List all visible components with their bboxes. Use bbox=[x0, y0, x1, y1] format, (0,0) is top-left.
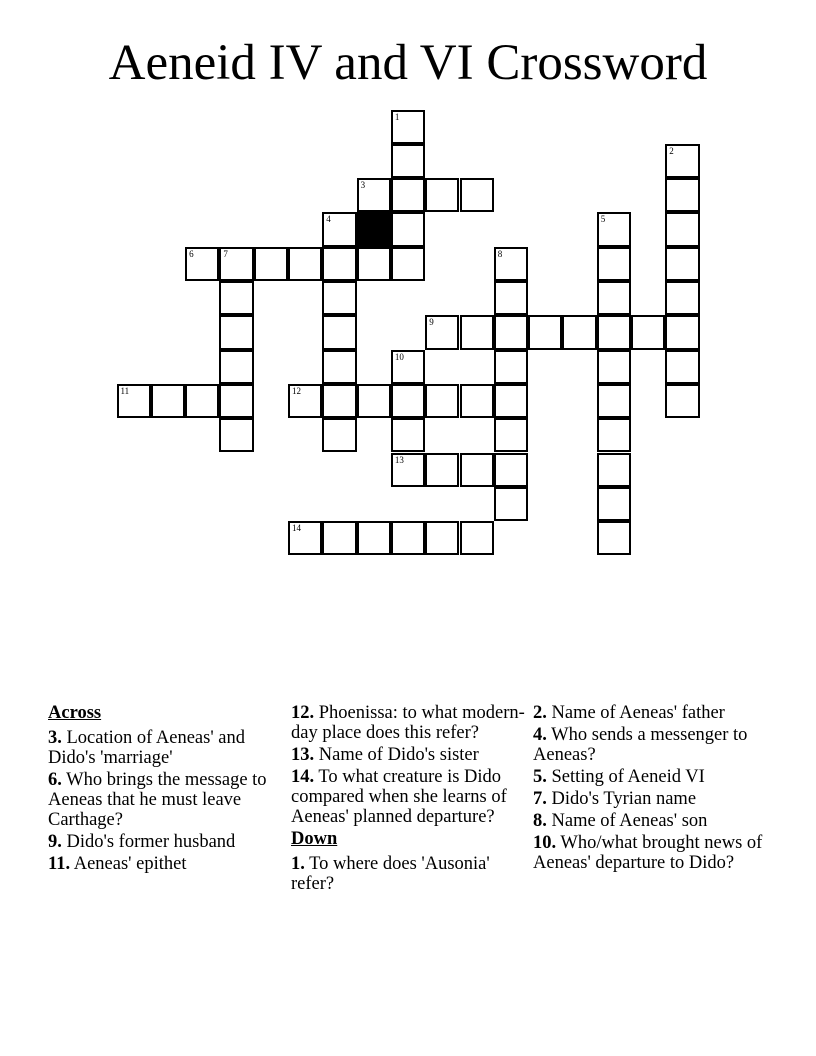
crossword-cell[interactable] bbox=[494, 281, 528, 315]
crossword-cell[interactable] bbox=[425, 453, 459, 487]
crossword-cell[interactable] bbox=[665, 144, 699, 178]
crossword-cell[interactable] bbox=[597, 315, 631, 349]
puzzle-title: Aeneid IV and VI Crossword bbox=[108, 35, 708, 91]
crossword-cell[interactable] bbox=[391, 350, 425, 384]
crossword-cell[interactable] bbox=[460, 453, 494, 487]
clue-number: 4 bbox=[326, 214, 331, 225]
clue-number: 13 bbox=[394, 454, 404, 465]
clue-item-number: 9. bbox=[48, 832, 62, 852]
clue-item-text: Dido's Tyrian name bbox=[546, 789, 697, 809]
crossword-cell[interactable] bbox=[151, 384, 185, 418]
clue-item-text: Who sends a messenger to Aeneas? bbox=[533, 725, 748, 765]
crossword-cell[interactable] bbox=[597, 487, 631, 521]
clue-item bbox=[48, 832, 276, 852]
clue-item-text: Who brings the message to Aeneas that he must leave Carthage? bbox=[48, 770, 267, 830]
clue-item-text: Location of Aeneas' and Dido's 'marriage' bbox=[48, 728, 246, 768]
crossword-cell[interactable] bbox=[357, 384, 391, 418]
crossword-cell[interactable] bbox=[185, 384, 219, 418]
clue-item-number: 10. bbox=[533, 833, 557, 853]
crossword-cell[interactable] bbox=[357, 521, 391, 555]
clue-item bbox=[291, 854, 525, 894]
clue-number: 3 bbox=[360, 180, 366, 191]
crossword-cell[interactable] bbox=[391, 521, 425, 555]
clue-number: 12 bbox=[292, 385, 301, 396]
crossword-cell[interactable] bbox=[391, 247, 425, 281]
crossword-cell[interactable] bbox=[597, 521, 631, 555]
crossword-cell[interactable] bbox=[597, 418, 631, 452]
clue-item-number: 4. bbox=[533, 725, 547, 745]
clue-number: 7 bbox=[223, 248, 228, 259]
crossword-cell[interactable] bbox=[219, 247, 253, 281]
crossword-cell[interactable] bbox=[322, 281, 356, 315]
crossword-cell[interactable] bbox=[425, 315, 459, 349]
crossword-cell[interactable] bbox=[597, 212, 631, 246]
clue-item-text: Name of Aeneas' father bbox=[546, 703, 725, 723]
crossword-cell[interactable] bbox=[494, 384, 528, 418]
clue-item-number: 6. bbox=[48, 770, 62, 790]
clue-item bbox=[533, 703, 773, 723]
clue-item bbox=[48, 770, 276, 830]
crossword-cell[interactable] bbox=[494, 418, 528, 452]
clue-item-text: Name of Aeneas' son bbox=[546, 811, 708, 831]
clue-item-text: Aeneas' epithet bbox=[70, 854, 187, 874]
crossword-cell[interactable] bbox=[219, 315, 253, 349]
crossword-cell[interactable] bbox=[665, 281, 699, 315]
crossword-cell[interactable] bbox=[254, 247, 288, 281]
crossword-cell[interactable] bbox=[460, 178, 494, 212]
crossword-cell[interactable] bbox=[665, 315, 699, 349]
crossword-cell[interactable] bbox=[494, 350, 528, 384]
clue-item-text: Who/what brought news of Aeneas' departure to Dido? bbox=[533, 833, 763, 873]
crossword-cell[interactable] bbox=[117, 384, 151, 418]
crossword-cell[interactable] bbox=[391, 212, 425, 246]
crossword-cell[interactable] bbox=[425, 178, 459, 212]
clue-item bbox=[291, 703, 525, 743]
clue-item-text: Phoenissa: to what modern-day place does this refer? bbox=[291, 703, 525, 743]
clue-item-number: 11. bbox=[48, 854, 71, 874]
clue-item bbox=[291, 745, 525, 765]
clue-number: 10 bbox=[394, 351, 404, 362]
clue-heading-down: Down bbox=[291, 829, 338, 849]
crossword-cell[interactable] bbox=[391, 418, 425, 452]
clue-number: 2 bbox=[669, 145, 674, 156]
crossword-cell[interactable] bbox=[322, 212, 356, 246]
crossword-cell[interactable] bbox=[357, 178, 391, 212]
crossword-cell[interactable] bbox=[460, 521, 494, 555]
crossword-cell[interactable] bbox=[322, 350, 356, 384]
crossword-cell[interactable] bbox=[665, 384, 699, 418]
clue-item bbox=[533, 789, 773, 809]
clue-item bbox=[48, 728, 276, 768]
crossword-cell[interactable] bbox=[597, 350, 631, 384]
crossword-cell[interactable] bbox=[322, 384, 356, 418]
crossword-cell[interactable] bbox=[425, 521, 459, 555]
clue-number: 14 bbox=[292, 523, 301, 534]
clue-item-number: 7. bbox=[533, 789, 547, 809]
clue-item bbox=[533, 811, 773, 831]
clue-heading-across: Across bbox=[48, 703, 102, 723]
black-square bbox=[357, 212, 391, 246]
clue-number: 5 bbox=[600, 214, 606, 225]
crossword-cell[interactable] bbox=[562, 315, 596, 349]
clue-column-2 bbox=[291, 703, 525, 896]
crossword-cell[interactable] bbox=[288, 247, 322, 281]
crossword-cell[interactable] bbox=[322, 418, 356, 452]
clue-number: 8 bbox=[497, 248, 503, 259]
crossword-cell[interactable] bbox=[322, 315, 356, 349]
crossword-cell[interactable] bbox=[391, 110, 425, 144]
crossword-cell[interactable] bbox=[665, 178, 699, 212]
crossword-cell[interactable] bbox=[460, 384, 494, 418]
clue-item bbox=[533, 725, 773, 765]
clue-item-number: 12. bbox=[291, 703, 315, 723]
crossword-cell[interactable] bbox=[185, 247, 219, 281]
clue-number: 9 bbox=[429, 317, 434, 328]
clue-item-number: 14. bbox=[291, 767, 315, 787]
clue-item-text: Dido's former husband bbox=[61, 832, 236, 852]
clue-number: 1 bbox=[394, 111, 400, 122]
crossword-cell[interactable] bbox=[288, 384, 322, 418]
clue-item bbox=[533, 767, 773, 787]
crossword-cell[interactable] bbox=[219, 418, 253, 452]
clue-item-number: 1. bbox=[291, 854, 305, 874]
crossword-cell[interactable] bbox=[494, 487, 528, 521]
crossword-cell[interactable] bbox=[494, 247, 528, 281]
crossword-cell[interactable] bbox=[597, 453, 631, 487]
crossword-cell[interactable] bbox=[391, 178, 425, 212]
crossword-cell[interactable] bbox=[391, 384, 425, 418]
crossword-cell[interactable] bbox=[597, 384, 631, 418]
clue-number: 11 bbox=[120, 385, 130, 396]
crossword-cell[interactable] bbox=[288, 521, 322, 555]
crossword-cell[interactable] bbox=[597, 247, 631, 281]
clue-item-text: Name of Dido's sister bbox=[314, 745, 479, 765]
crossword-cell[interactable] bbox=[391, 453, 425, 487]
crossword-cell[interactable] bbox=[219, 350, 253, 384]
clue-item-number: 5. bbox=[533, 767, 547, 787]
clue-item-text: To where does 'Ausonia' refer? bbox=[291, 854, 490, 894]
crossword-cell[interactable] bbox=[494, 453, 528, 487]
clue-number: 6 bbox=[189, 248, 194, 259]
clue-item-text: Setting of Aeneid VI bbox=[546, 767, 705, 787]
clue-item-number: 13. bbox=[291, 745, 315, 765]
crossword-cell[interactable] bbox=[357, 247, 391, 281]
crossword-cell[interactable] bbox=[494, 315, 528, 349]
clue-item bbox=[291, 767, 525, 827]
crossword-cell[interactable] bbox=[631, 315, 665, 349]
crossword-cell[interactable] bbox=[425, 384, 459, 418]
clue-item bbox=[533, 833, 773, 873]
crossword-cell[interactable] bbox=[391, 144, 425, 178]
crossword-cell[interactable] bbox=[665, 212, 699, 246]
clue-item-number: 8. bbox=[533, 811, 547, 831]
clue-item-text: To what creature is Dido compared when she learns of Aeneas' planned departure? bbox=[291, 767, 507, 827]
clue-column-3 bbox=[533, 703, 773, 875]
crossword-cell[interactable] bbox=[322, 247, 356, 281]
clue-item bbox=[48, 854, 276, 874]
crossword-cell[interactable] bbox=[219, 384, 253, 418]
crossword-cell[interactable] bbox=[460, 315, 494, 349]
crossword-cell[interactable] bbox=[219, 281, 253, 315]
crossword-cell[interactable] bbox=[597, 281, 631, 315]
crossword-cell[interactable] bbox=[665, 350, 699, 384]
crossword-cell[interactable] bbox=[322, 521, 356, 555]
clue-item-number: 2. bbox=[533, 703, 547, 723]
crossword-cell[interactable] bbox=[665, 247, 699, 281]
clue-column-1 bbox=[48, 703, 276, 876]
crossword-cell[interactable] bbox=[528, 315, 562, 349]
clue-item-number: 3. bbox=[48, 728, 62, 748]
